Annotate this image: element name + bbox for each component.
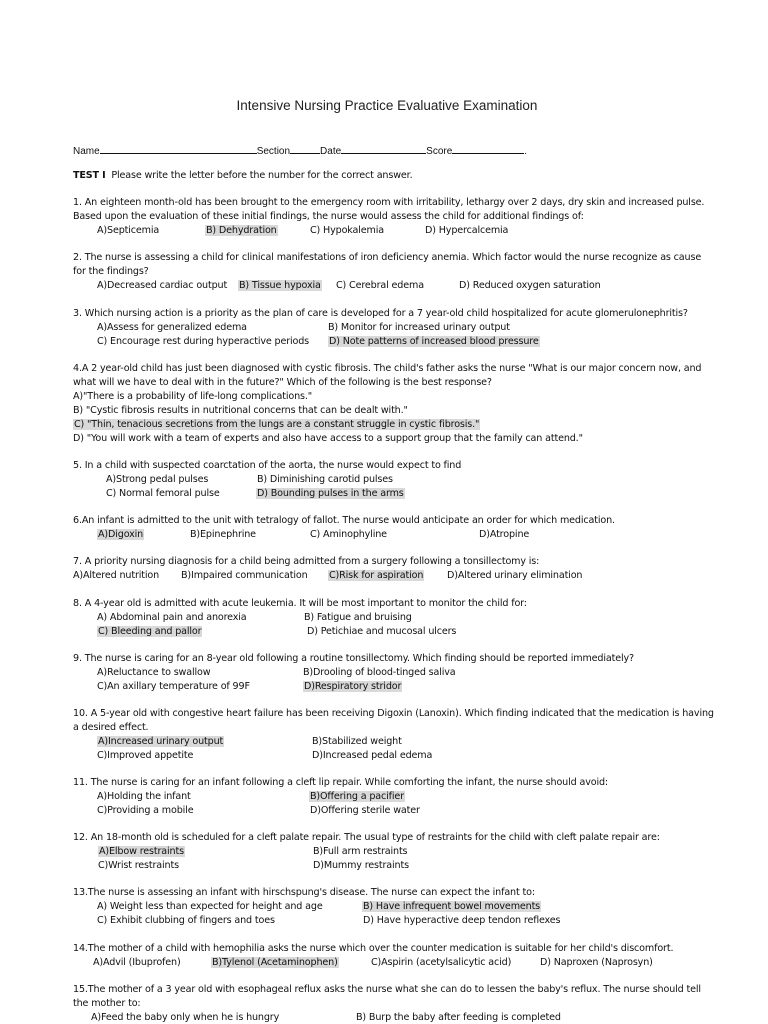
q4-option-b: B) "Cystic fibrosis results in nutritional concerns that can be dealt with."	[73, 405, 408, 416]
q13-option-d: D) Have hyperactive deep tendon reflexes	[363, 915, 561, 926]
q10-option-a	[97, 736, 224, 748]
q2-option-b	[238, 280, 322, 292]
q10-option-b: B)Stabilized weight	[312, 736, 402, 747]
q3-option-c: C) Encourage rest during hyperactive periods	[97, 336, 310, 347]
q12-option-c: C)Wrist restraints	[98, 860, 179, 871]
q5-option-c: C) Normal femoral pulse	[106, 488, 220, 499]
q10-answer-highlight: A)Increased urinary output	[98, 736, 224, 747]
q6-option-a	[97, 529, 144, 541]
question-4-stem-cont: what will we have to deal with in the future?" Which of the following is the best response?	[73, 377, 492, 388]
q6-option-d: D)Atropine	[479, 529, 530, 540]
q9-answer-highlight: D)Respiratory stridor	[304, 681, 402, 692]
q7-option-b: B)Impaired communication	[181, 570, 308, 581]
q12-option-b: B)Full arm restraints	[313, 846, 408, 857]
question-6-stem: 6.An infant is admitted to the unit with tetralogy of fallot. The nurse would anticipate an order for which medication.	[73, 515, 615, 526]
q15-option-b: B) Burp the baby after feeding is completed	[356, 1012, 561, 1023]
q7-answer-highlight: C)Risk for aspiration	[329, 570, 424, 581]
q14-option-c: C)Aspirin (acetylsalicytic acid)	[371, 957, 512, 968]
q15-option-a: A)Feed the baby only when he is hungry	[91, 1012, 280, 1023]
name-blank[interactable]	[100, 143, 257, 154]
section-blank[interactable]	[290, 143, 320, 154]
question-9-stem: 9. The nurse is caring for an 8-year old following a routine tonsillectomy. Which finding should be reported immediately?	[73, 653, 634, 664]
question-4-stem: 4.A 2 year-old child has just been diagnosed with cystic fibrosis. The child's father asks the nurse "What is our major concern now, and	[73, 363, 702, 374]
q3-option-b: B) Monitor for increased urinary output	[328, 322, 510, 333]
question-10-stem: 10. A 5-year old with congestive heart failure has been receiving Digoxin (Lanoxin). Which finding indicated that the medication is having	[73, 708, 714, 719]
question-1-stem: 1. An eighteen month-old has been brought to the emergency room with irritability, lethargy over 2 days, dry skin and increased pulse.	[73, 197, 705, 208]
q8-answer-highlight: C) Bleeding and pallor	[98, 626, 202, 637]
q13-answer-highlight: B) Have infrequent bowel movements	[363, 901, 541, 912]
q2-option-a: A)Decreased cardiac output	[97, 280, 228, 291]
score-blank[interactable]	[452, 143, 524, 154]
question-10-stem-cont: a desired effect.	[73, 722, 149, 733]
question-3-stem: 3. Which nursing action is a priority as the plan of care is developed for a 7 year-old child hospitalized for acute glomerulonephritis?	[73, 308, 688, 319]
q14-option-a: A)Advil (Ibuprofen)	[93, 957, 181, 968]
question-2-stem-cont: for the findings?	[73, 266, 149, 277]
q2-option-d: D) Reduced oxygen saturation	[459, 280, 601, 291]
q4-answer-highlight: C) "Thin, tenacious secretions from the lungs are a constant struggle in cystic fibrosis."	[74, 419, 480, 430]
question-8-stem: 8. A 4-year old is admitted with acute leukemia. It will be most important to monitor the child for:	[73, 598, 527, 609]
question-1-stem-cont: Based upon the evaluation of these initial findings, the nurse would assess the child for additional findings of:	[73, 211, 584, 222]
q11-option-c: C)Providing a mobile	[97, 805, 194, 816]
q2-option-c: C) Cerebral edema	[336, 280, 424, 291]
name-label: Name	[73, 146, 100, 157]
page-title: Intensive Nursing Practice Evaluative Examination	[236, 98, 538, 113]
q9-option-b: B)Drooling of blood-tinged saliva	[303, 667, 456, 678]
question-5-stem: 5. In a child with suspected coarctation of the aorta, the nurse would expect to find	[73, 460, 462, 471]
q10-option-d: D)Increased pedal edema	[312, 750, 433, 761]
q9-option-a: A)Reluctance to swallow	[97, 667, 211, 678]
question-2-stem: 2. The nurse is assessing a child for clinical manifestations of iron deficiency anemia. Which factor would the nurse recognize as cause	[73, 252, 702, 263]
q8-option-b: B) Fatigue and bruising	[304, 612, 412, 623]
q8-option-c	[97, 626, 202, 638]
q5-option-a: A)Strong pedal pulses	[106, 474, 209, 485]
q11-option-d: D)Offering sterile water	[310, 805, 420, 816]
q5-option-d	[256, 488, 405, 500]
q3-option-d	[328, 336, 540, 348]
header-end: .	[524, 146, 528, 157]
q1-option-c: C) Hypokalemia	[310, 225, 384, 236]
student-info-header	[73, 143, 527, 157]
q13-option-a: A) Weight less than expected for height and age	[97, 901, 323, 912]
q14-option-d: D) Naproxen (Naprosyn)	[540, 957, 653, 968]
q1-option-d: D) Hypercalcemia	[425, 225, 509, 236]
q4-option-c	[73, 419, 480, 431]
q4-option-a: A)"There is a probability of life-long complications."	[73, 391, 313, 402]
question-7-stem: 7. A priority nursing diagnosis for a child being admitted from a surgery following a tonsillectomy is:	[73, 556, 540, 567]
q8-option-a: A) Abdominal pain and anorexia	[97, 612, 247, 623]
q11-option-a: A)Holding the infant	[97, 791, 191, 802]
q3-option-a: A)Assess for generalized edema	[97, 322, 247, 333]
question-15-stem-cont: the mother to:	[73, 998, 141, 1009]
q4-option-d: D) "You will work with a team of experts and also have access to a support group that the family can attend."	[73, 433, 583, 444]
date-label: Date	[320, 146, 342, 157]
q8-option-d: D) Petichiae and mucosal ulcers	[307, 626, 457, 637]
question-12-stem: 12. An 18-month old is scheduled for a cleft palate repair. The usual type of restraints for the child with cleft palate repair are:	[73, 832, 660, 843]
test-instruction	[73, 170, 412, 182]
question-14-stem: 14.The mother of a child with hemophilia asks the nurse which over the counter medication is suitable for her child's discomfort.	[73, 943, 674, 954]
q13-option-b	[362, 901, 541, 913]
q5-answer-highlight: D) Bounding pulses in the arms	[257, 488, 404, 499]
section-label: Section	[256, 146, 291, 157]
instruction-text: Please write the letter before the number for the correct answer.	[111, 170, 413, 181]
q6-option-c: C) Aminophyline	[310, 529, 387, 540]
date-blank[interactable]	[341, 143, 426, 154]
q2-answer-highlight: B) Tissue hypoxia	[239, 280, 321, 291]
q3-answer-highlight: D) Note patterns of increased blood pressure	[329, 336, 539, 347]
q1-answer-highlight: B) Dehydration	[206, 225, 277, 236]
question-13-stem: 13.The nurse is assessing an infant with hirschspung's disease. The nurse can expect the infant to:	[73, 887, 535, 898]
q11-answer-highlight: B)Offering a pacifier	[310, 791, 404, 802]
q7-option-a: A)Altered nutrition	[73, 570, 160, 581]
q6-option-b: B)Epinephrine	[190, 529, 256, 540]
q9-option-c: C)An axillary temperature of 99F	[97, 681, 250, 692]
q7-option-c	[328, 570, 424, 582]
q12-option-a	[98, 846, 185, 858]
q12-option-d: D)Mummy restraints	[313, 860, 409, 871]
test-label: TEST I	[73, 170, 106, 181]
q10-option-c: C)Improved appetite	[97, 750, 194, 761]
q5-option-b: B) Diminishing carotid pulses	[257, 474, 393, 485]
q7-option-d: D)Altered urinary elimination	[447, 570, 583, 581]
question-15-stem: 15.The mother of a 3 year old with esophageal reflux asks the nurse what she can do to lessen the baby's reflux. The nurse should tell	[73, 984, 701, 995]
q11-option-b	[309, 791, 405, 803]
q14-option-b	[211, 957, 339, 969]
q6-answer-highlight: A)Digoxin	[98, 529, 144, 540]
question-11-stem: 11. The nurse is caring for an infant following a cleft lip repair. While comforting the infant, the nurse should avoid:	[73, 777, 608, 788]
q14-answer-highlight: B)Tylenol (Acetaminophen)	[212, 957, 338, 968]
q13-option-c: C) Exhibit clubbing of fingers and toes	[97, 915, 275, 926]
q12-answer-highlight: A)Elbow restraints	[99, 846, 184, 857]
q9-option-d	[303, 681, 402, 693]
score-label: Score	[426, 146, 453, 157]
q1-option-b	[205, 225, 278, 237]
q1-option-a: A)Septicemia	[97, 225, 160, 236]
